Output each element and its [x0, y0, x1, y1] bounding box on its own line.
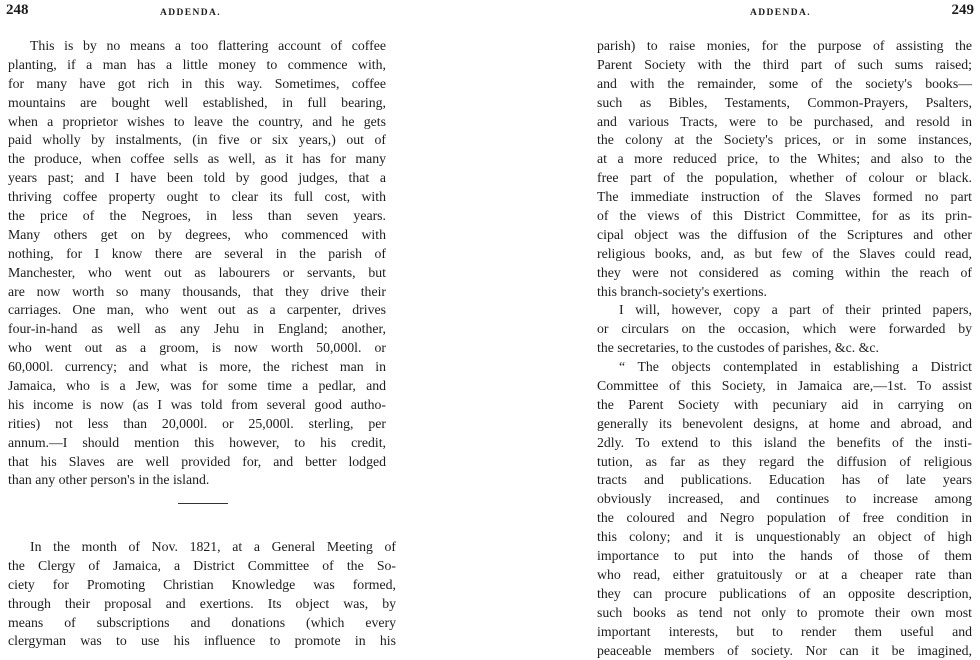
- text-line: four-in-hand as well as any Jehu in England; another,: [8, 320, 386, 339]
- text-line: The immediate instruction of the Slaves formed no part: [597, 188, 972, 207]
- text-line: or circulars on the occasion, which were forwarded by: [597, 320, 972, 339]
- text-line: This is by no means a too flattering account of coffee: [8, 37, 386, 56]
- text-line: generally its benevolent designs, at home and abroad, and: [597, 415, 972, 434]
- text-line: I will, however, copy a part of their printed papers,: [597, 301, 972, 320]
- left-page: [0, 0, 470, 645]
- text-line: 2dly. To extend to this island the benefits of the insti-: [597, 434, 972, 453]
- text-line: they were not considered as coming within the reach of: [597, 264, 972, 283]
- text-line: at a more reduced price, to the Whites; and also to the: [597, 150, 972, 169]
- page-number: 248: [6, 2, 29, 19]
- text-line: planting, if a man has a little money to commence with,: [8, 56, 386, 75]
- text-line: annum.—I should mention this however, to his credit,: [8, 434, 386, 453]
- text-line: important interests, but to render them useful and: [597, 623, 972, 642]
- text-line: and with the remainder, some of the society's books—: [597, 75, 972, 94]
- text-line: 60,000l. currency; and what is more, the richest man in: [8, 358, 386, 377]
- text-line: peaceable members of society. Nor can it be imagined,: [597, 642, 972, 660]
- text-line: Many others get on by degrees, who commenced with: [8, 226, 386, 245]
- text-line: they can procure publications of an opposite description,: [597, 585, 972, 604]
- text-line: paid wholly by instalments, (in five or six years,) out of: [8, 131, 386, 150]
- text-line: means of subscriptions and donations (which every: [8, 614, 396, 633]
- text-line: this colony; and it is unquestionably an object of high: [597, 528, 972, 547]
- text-line: the secretaries, to the custodes of parishes, &c. &c.: [597, 339, 972, 358]
- text-line: cipal object was the diffusion of the Scriptures and other: [597, 226, 972, 245]
- text-line: tution, as far as they regard the diffusion of religious: [597, 453, 972, 472]
- text-line: the Clergy of Jamaica, a District Committee of the So-: [8, 557, 396, 576]
- text-line: In the month of Nov. 1821, at a General Meeting of: [8, 538, 396, 557]
- text-line: through their proposal and exertions. Its object was, by: [8, 595, 396, 614]
- text-line: who read, either gratuitously or at a cheaper rate than: [597, 566, 972, 585]
- text-line: are now worth so many thousands, that they drive their: [8, 283, 386, 302]
- section-divider: [178, 503, 228, 504]
- text-line: the colony at the Society's prices, or in some instances,: [597, 131, 972, 150]
- text-line: tracts and publications. Education has of late years: [597, 471, 972, 490]
- paragraph-district-committee: [8, 538, 396, 651]
- text-line: Manchester, who went out as labourers or servants, but: [8, 264, 386, 283]
- text-line: religious books, and, as but few of the Slaves could read,: [597, 245, 972, 264]
- text-line: and various Tracts, were to be purchased, and resold in: [597, 113, 972, 132]
- text-line: when a proprietor wishes to leave the country, and he gets: [8, 113, 386, 132]
- text-line: the coloured and Negro population of free condition in: [597, 509, 972, 528]
- text-line: such as Bibles, Testaments, Common-Prayers, Psalters,: [597, 94, 972, 113]
- text-line: for many have got rich in this way. Sometimes, coffee: [8, 75, 386, 94]
- text-line: nothing, for I know there are several in the parish of: [8, 245, 386, 264]
- text-line: ciety for Promoting Christian Knowledge was formed,: [8, 576, 396, 595]
- text-line: “ The objects contemplated in establishing a District: [597, 358, 972, 377]
- text-line: who went out as a groom, is now worth 50,000l. or: [8, 339, 386, 358]
- text-line: clergyman was to use his influence to promote in his: [8, 632, 396, 651]
- text-line: that his Slaves are well provided for, and better lodged: [8, 453, 386, 472]
- text-line: than any other person's in the island.: [8, 471, 386, 490]
- text-line: rities) not less than 20,000l. or 25,000l. sterling, per: [8, 415, 386, 434]
- text-line: Parent Society with the third part of such sums raised;: [597, 56, 972, 75]
- page-number: 249: [952, 2, 975, 19]
- text-line: importance to put into the hands of those of them: [597, 547, 972, 566]
- text-line: thriving coffee property ought to clear its full cost, with: [8, 188, 386, 207]
- text-line: years past; and I have been told by good judges, that a: [8, 169, 386, 188]
- text-line: obviously increased, and continues to increase among: [597, 490, 972, 509]
- text-line: free part of the population, whether of colour or black.: [597, 169, 972, 188]
- text-line: mountains are bought well established, in full bearing,: [8, 94, 386, 113]
- right-page-body: [597, 37, 972, 660]
- text-line: Committee of this Society, in Jamaica are,—1st. To assist: [597, 377, 972, 396]
- text-line: such books as tend not only to promote their own most: [597, 604, 972, 623]
- paragraph-coffee-planting: [8, 37, 386, 490]
- running-header: ADDENDA.: [750, 8, 811, 18]
- text-line: the produce, when coffee sells as well, as it has for many: [8, 150, 386, 169]
- running-header: ADDENDA.: [160, 8, 221, 18]
- text-line: this branch-society's exertions.: [597, 283, 972, 302]
- right-page: [560, 0, 980, 645]
- text-line: Jamaica, who is a Jew, was for some time a pedlar, and: [8, 377, 386, 396]
- text-line: the price of the Negroes, in less than seven years.: [8, 207, 386, 226]
- text-line: the Parent Society with pecuniary aid in carrying on: [597, 396, 972, 415]
- text-line: carriages. One man, who went out as a carpenter, drives: [8, 301, 386, 320]
- text-line: his income is now (as I was told from several good autho-: [8, 396, 386, 415]
- text-line: parish) to raise monies, for the purpose of assisting the: [597, 37, 972, 56]
- text-line: of the views of this District Committee, for as its prin-: [597, 207, 972, 226]
